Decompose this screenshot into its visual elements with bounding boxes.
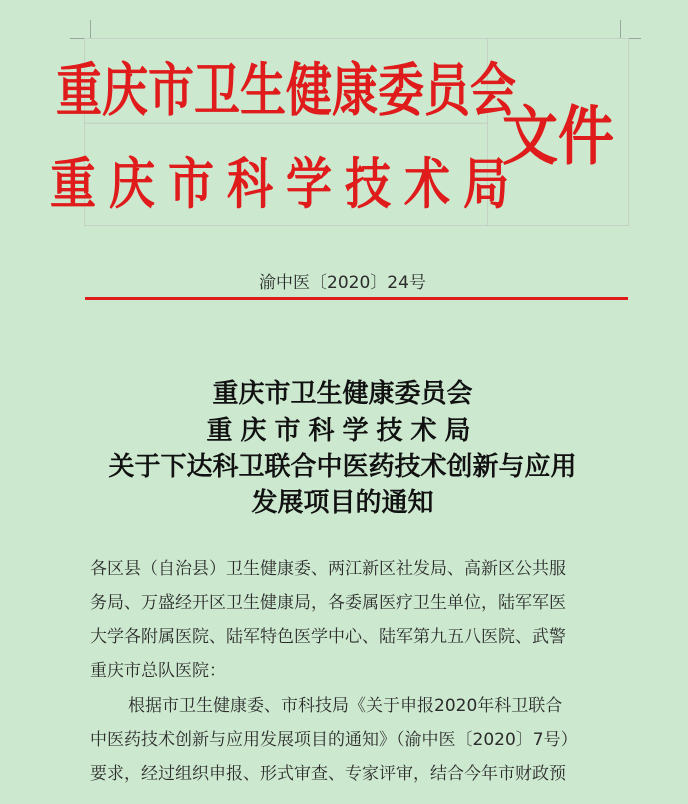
title-line-3: 关于下达科卫联合中医药技术创新与应用: [108, 452, 577, 482]
file-label: 文件: [502, 99, 614, 175]
body-line-1: 各区县（自治县）卫生健康委、两江新区社发局、高新区公共服: [90, 559, 566, 579]
title-line-2: 重庆市科学技术局: [206, 416, 479, 446]
body-line-2: 务局、万盛经开区卫生健康局，各委属医疗卫生单位，陆军军医: [90, 593, 566, 613]
issuer-block: [50, 39, 522, 225]
body-line-5: 根据市卫生健康委、市科技局《关于申报2020年科卫联合: [128, 696, 563, 716]
document-header: [50, 38, 629, 226]
body-line-7: 要求，经过组织申报、形式审查、专家评审，结合今年市财政预: [90, 764, 566, 784]
title-line-1: 重庆市卫生健康委员会: [212, 379, 473, 409]
body-line-6: 中医药技术创新与应用发展项目的通知》（渝中医〔2020〕7号）: [90, 730, 578, 750]
issuer-science-bureau: 重庆市科学技术局: [85, 123, 487, 236]
document-number: 渝中医〔2020〕24号: [259, 273, 426, 293]
red-divider-line: [85, 297, 628, 300]
issuer-health-commission: 重庆市卫生健康委员会: [56, 55, 516, 123]
title-line-4: 发展项目的通知: [251, 488, 434, 518]
body-line-3: 大学各附属医院、陆军特色医学中心、陆军第九五八医院、武警: [90, 627, 566, 647]
body-line-4: 重庆市总队医院：: [90, 661, 226, 681]
